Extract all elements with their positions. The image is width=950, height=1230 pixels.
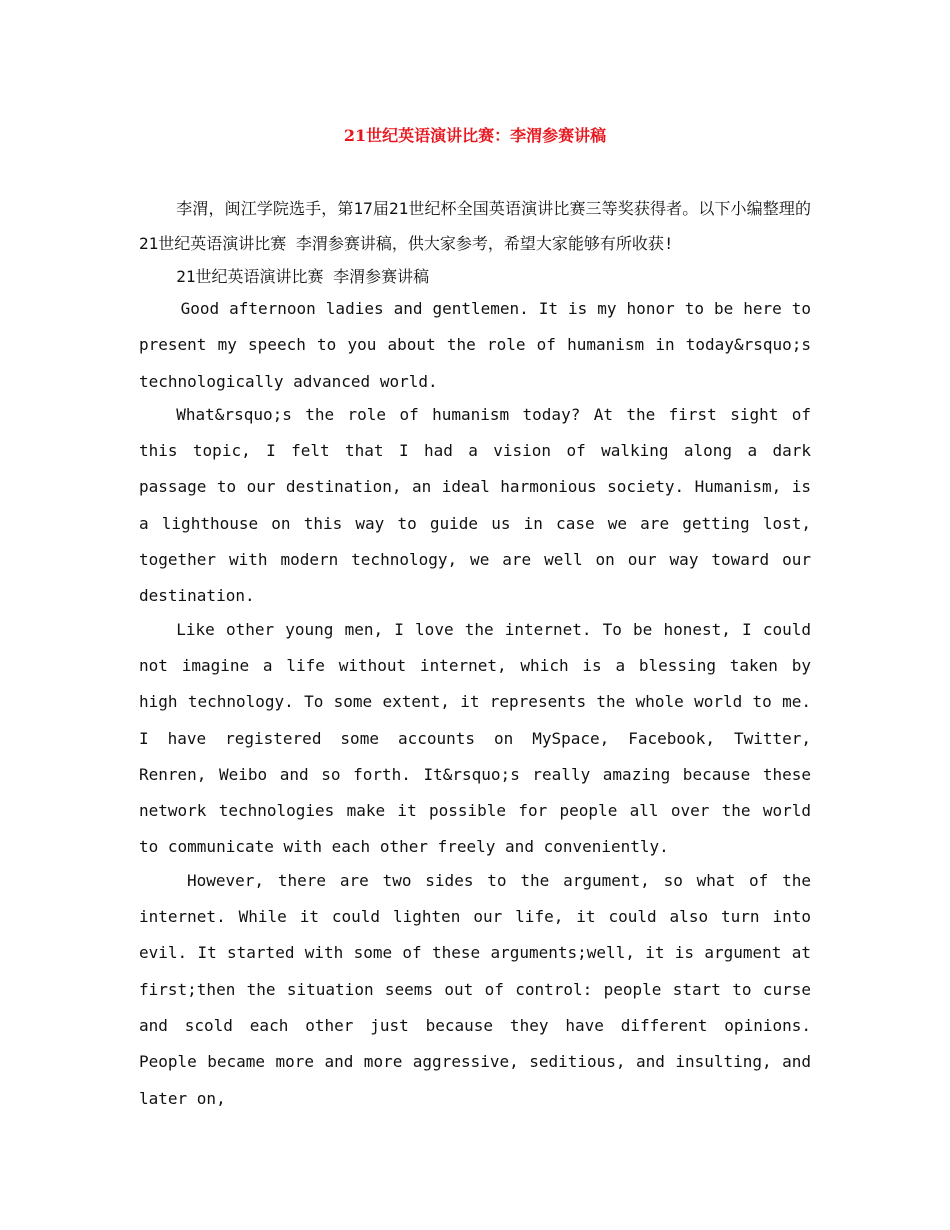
speech-paragraph-greeting: Good afternoon ladies and gentlemen. It is my honor to be here to present my speech to you about the role of humanism in today&rsquo;s technologically advanced world. bbox=[139, 299, 811, 391]
speech-paragraph-humanism: What&rsquo;s the role of humanism today? At the first sight of this topic, I felt that I had a vision of walking along a dark passage to our destination, an ideal harmonious society. Humanism, is a lighthouse on this way to guide us in case we are getting lost, together with modern technology, we are well on our way toward our destination. bbox=[139, 404, 811, 606]
intro-paragraph: 李渭，闽江学院选手，第17届21世纪杯全国英语演讲比赛三等奖获得者。以下小编整理的21世纪英语演讲比赛 李渭参赛讲稿，供大家参考，希望大家能够有所收获! bbox=[139, 199, 811, 253]
speech-paragraph-argument: However, there are two sides to the argument, so what of the internet. While it could lighten our life, it could also turn into evil. It started with some of these arguments;well, it is argument at first;then the situation seems out of control: people start to curse and scold each other just because they have different opinions. People became more and more aggressive, seditious, and insulting, and later on, bbox=[139, 870, 811, 1108]
document-body bbox=[139, 191, 811, 1114]
document-title: 21世纪英语演讲比赛：李渭参赛讲稿 bbox=[343, 126, 607, 145]
subtitle-paragraph: 21世纪英语演讲比赛 李渭参赛讲稿 bbox=[176, 267, 430, 286]
speech-paragraph-internet: Like other young men, I love the internet. To be honest, I could not imagine a life without internet, which is a blessing taken by high technology. To some extent, it represents the whole world to me. I have registered some accounts on MySpace, Facebook, Twitter, Renren, Weibo and so forth. It&rsquo;s really amazing because these network technologies make it possible for people all over the world to communicate with each other freely and conveniently. bbox=[139, 619, 811, 857]
